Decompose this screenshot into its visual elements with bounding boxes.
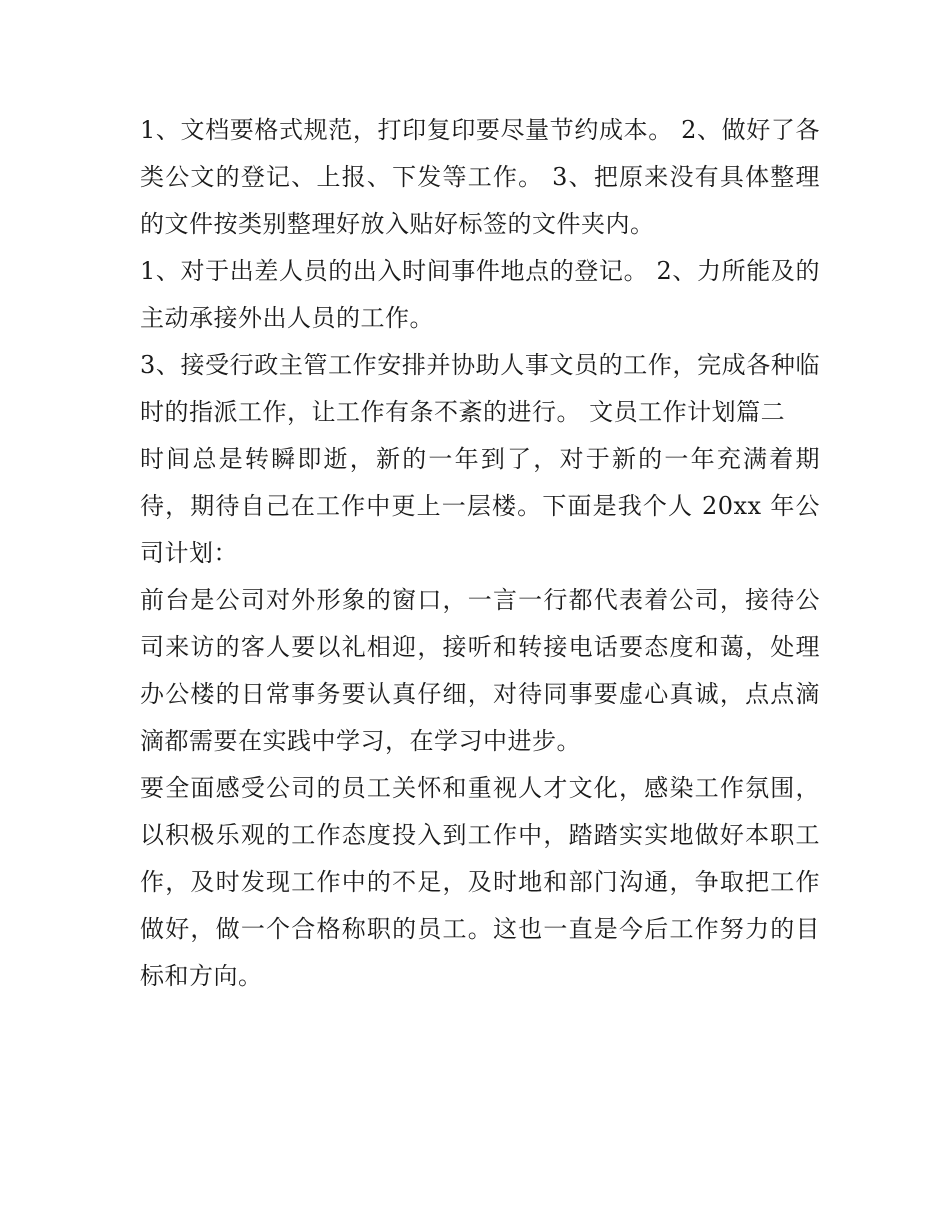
- document-page: [140, 107, 820, 1000]
- paragraph-admin-assistance: 3、接受行政主管工作安排并协助人事文员的工作，完成各种临时的指派工作，让工作有条不紊的进行。 文员工作计划篇二: [140, 351, 820, 426]
- paragraph-filing-tasks: 1、文档要格式规范，打印复印要尽量节约成本。 2、做好了各类公文的登记、上报、下发等工作。 3、把原来没有具体整理的文件按类别整理好放入贴好标签的文件夹内。: [140, 116, 820, 238]
- paragraph-work-goals: 要全面感受公司的员工关怀和重视人才文化，感染工作氛围，以积极乐观的工作态度投入到工作中，踏踏实实地做好本职工作，及时发现工作中的不足，及时地和部门沟通，争取把工作做好，做一个合格称职的员工。这也一直是今后工作努力的目标和方向。: [140, 774, 820, 990]
- paragraph-travel-registration: 1、对于出差人员的出入时间事件地点的登记。 2、力所能及的主动承接外出人员的工作。: [140, 257, 820, 332]
- paragraph-new-year-plan: 时间总是转瞬即逝，新的一年到了，对于新的一年充满着期待，期待自己在工作中更上一层楼。下面是我个人 20xx 年公司计划：: [140, 445, 820, 567]
- paragraph-front-desk: 前台是公司对外形象的窗口，一言一行都代表着公司，接待公司来访的客人要以礼相迎，接听和转接电话要态度和蔼，处理办公楼的日常事务要认真仔细，对待同事要虚心真诚，点点滴滴都需要在实践中学习，在学习中进步。: [140, 586, 820, 755]
